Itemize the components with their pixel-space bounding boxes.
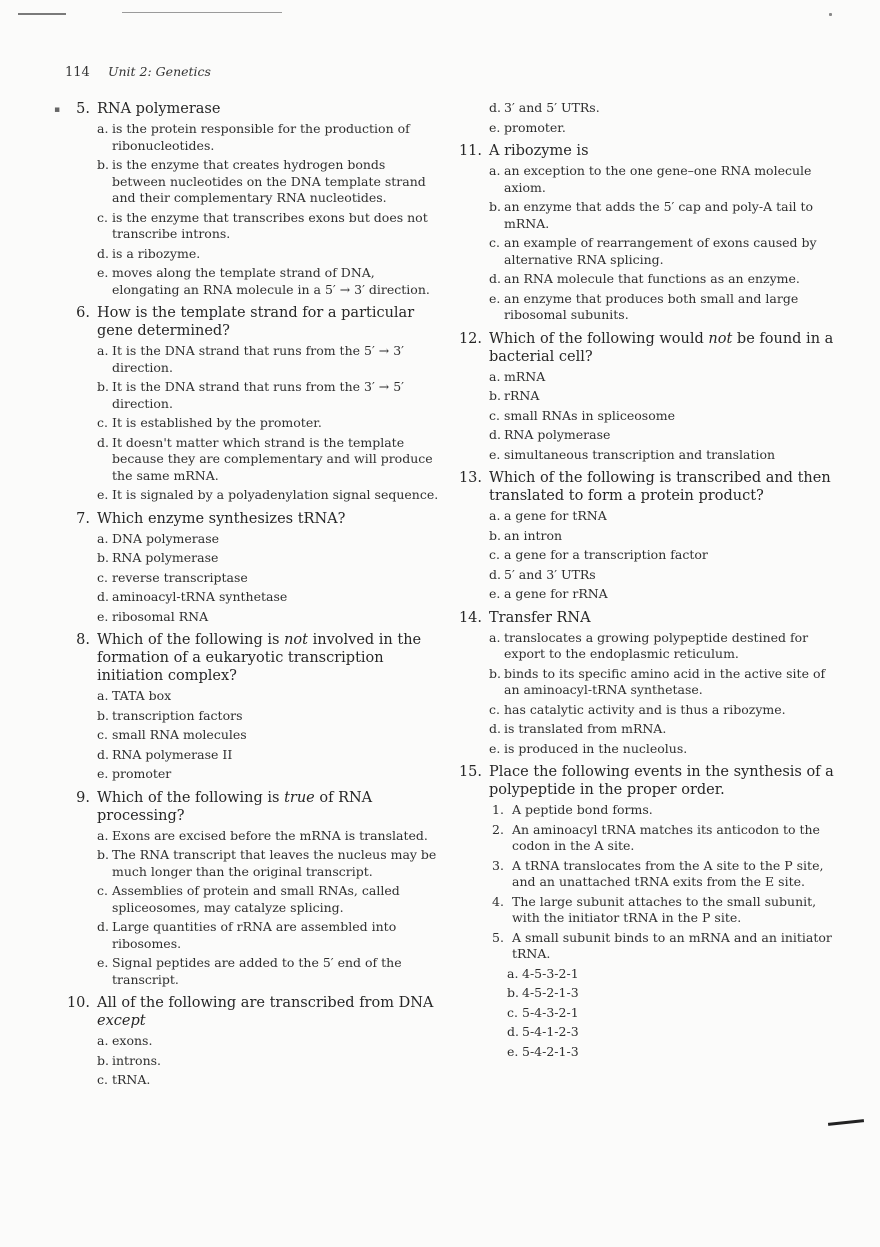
- step-number: 5.: [492, 929, 504, 945]
- option-text: moves along the template strand of DNA, elongating an RNA molecule in a 5′ → 3′ direction.: [112, 265, 430, 297]
- answer-option: [452, 427, 837, 444]
- option-letter: b.: [489, 388, 501, 403]
- answer-option: [452, 163, 837, 196]
- answer-option: [60, 487, 440, 504]
- question-10: [60, 994, 440, 1089]
- answer-option: [452, 369, 837, 386]
- step-number: 3.: [492, 857, 504, 873]
- unit-title: Unit 2: Genetics: [107, 64, 211, 79]
- option-letter: b.: [97, 550, 109, 565]
- option-letter: b.: [97, 1052, 109, 1068]
- option-text: tRNA.: [112, 1072, 151, 1087]
- option-letter: a.: [97, 827, 109, 843]
- question-text: [489, 331, 833, 365]
- option-text: an RNA molecule that functions as an enzyme.: [504, 271, 800, 286]
- answer-option: [452, 702, 837, 719]
- question-text: RNA polymerase: [97, 101, 221, 117]
- question-text: Which enzyme synthesizes tRNA?: [97, 510, 346, 527]
- option-letter: c.: [97, 1072, 108, 1087]
- option-letter: c.: [97, 209, 108, 225]
- option-text: mRNA: [504, 368, 546, 384]
- option-letter: a.: [489, 368, 501, 384]
- question-15: [452, 763, 837, 1060]
- option-text: Signal peptides are added to the 5′ end of the transcript.: [112, 955, 402, 987]
- question-text: How is the template strand for a particular gene determined?: [97, 305, 415, 339]
- option-text: The RNA transcript that leaves the nucleus may be much longer than the original transcript.: [112, 847, 437, 879]
- question-text: A ribozyme is: [489, 143, 589, 159]
- scan-artifact-dot: [829, 13, 832, 16]
- question-stem: [60, 304, 440, 340]
- option-text: small RNAs in spliceosome: [504, 407, 676, 423]
- continued-options: [452, 100, 837, 136]
- step-text: The large subunit attaches to the small subunit, with the initiator tRNA in the P site.: [512, 893, 817, 925]
- question-stem: [60, 510, 440, 528]
- answer-option: [60, 121, 440, 154]
- answer-option: [60, 265, 440, 298]
- answer-options: [452, 966, 837, 1061]
- answer-option: [60, 766, 440, 783]
- option-letter: d.: [97, 245, 109, 261]
- option-text: a gene for tRNA: [504, 508, 607, 523]
- option-letter: a.: [97, 530, 109, 546]
- question-text: [97, 995, 433, 1029]
- option-text: rRNA: [504, 388, 540, 403]
- option-letter: a.: [97, 1033, 109, 1048]
- answer-option: [452, 547, 837, 564]
- option-letter: e.: [97, 766, 109, 781]
- question-stem: [452, 469, 837, 505]
- answer-option: [60, 955, 440, 988]
- answer-options: [60, 688, 440, 783]
- option-text: TATA box: [112, 688, 172, 703]
- answer-option: [60, 1072, 440, 1089]
- question-number: 5.: [76, 101, 90, 117]
- option-text: is translated from mRNA.: [504, 721, 667, 736]
- answer-option: [470, 966, 837, 983]
- option-letter: d.: [489, 566, 501, 582]
- answer-option: [470, 1005, 837, 1022]
- option-text: promoter.: [504, 119, 566, 135]
- option-text: binds to its specific amino acid in the active site of an aminoacyl-tRNA synthetase.: [504, 665, 826, 697]
- option-text: 4-5-2-1-3: [522, 985, 579, 1000]
- option-text: Large quantities of rRNA are assembled into ribosomes.: [112, 919, 397, 951]
- option-text: 5-4-2-1-3: [522, 1043, 579, 1059]
- question-stem: [452, 330, 837, 366]
- answer-option: [60, 589, 440, 606]
- step-number: 1.: [492, 802, 504, 817]
- question-number: 14.: [458, 609, 482, 626]
- option-text: is the protein responsible for the production of ribonucleotides.: [112, 121, 410, 153]
- question-6: [60, 304, 440, 504]
- option-letter: b.: [97, 157, 109, 172]
- question-12: [452, 330, 837, 464]
- question-text: [97, 632, 421, 684]
- answer-option: [60, 1033, 440, 1050]
- answer-option: [60, 883, 440, 916]
- answer-options: [452, 163, 837, 324]
- option-text: aminoacyl-tRNA synthetase: [112, 589, 288, 604]
- question-text: Place the following events in the synthesis of a polypeptide in the proper order.: [489, 764, 834, 798]
- option-letter: c.: [489, 407, 500, 423]
- question-number: 13.: [458, 470, 482, 486]
- option-letter: c.: [489, 547, 500, 562]
- answer-options: [452, 508, 837, 603]
- option-letter: c.: [97, 727, 108, 742]
- option-letter: d.: [97, 434, 109, 450]
- answer-options: [60, 343, 440, 504]
- question-stem: [452, 142, 837, 160]
- answer-option: [60, 379, 440, 412]
- question-7: [60, 510, 440, 626]
- step-text: An aminoacyl tRNA matches its anticodon to the codon in the A site.: [512, 821, 820, 853]
- answer-options: [452, 369, 837, 464]
- option-letter: e.: [97, 608, 109, 624]
- scan-artifact-edge-mark: [828, 1119, 864, 1126]
- option-letter: d.: [489, 271, 501, 286]
- question-number: 10.: [66, 995, 90, 1011]
- stem-emphasis: except: [97, 1013, 146, 1029]
- option-text: an enzyme that adds the 5′ cap and poly-A tail to mRNA.: [504, 199, 814, 231]
- question-8: [60, 631, 440, 783]
- option-text: 5′ and 3′ UTRs: [504, 566, 596, 582]
- answer-option: [60, 246, 440, 263]
- step-text: A peptide bond forms.: [512, 802, 653, 817]
- option-text: DNA polymerase: [112, 530, 220, 546]
- question-text: Which of the following is transcribed and then translated to form a protein product?: [489, 470, 831, 504]
- answer-option: [452, 741, 837, 758]
- answer-option: [60, 828, 440, 845]
- option-text: is the enzyme that creates hydrogen bonds between nucleotides on the DNA template strand and their complementary RNA nucleotides.: [112, 157, 426, 205]
- question-number: 9.: [76, 789, 90, 806]
- option-letter: e.: [507, 1043, 519, 1059]
- answer-option: [452, 199, 837, 232]
- question-13: [452, 469, 837, 603]
- question-number: 15.: [458, 764, 482, 780]
- stem-emphasis: not: [708, 330, 733, 347]
- option-text: simultaneous transcription and translation: [504, 446, 776, 462]
- option-text: a gene for rRNA: [504, 586, 608, 601]
- option-text: 5-4-3-2-1: [522, 1004, 579, 1020]
- option-text: translocates a growing polypeptide destined for export to the endoplasmic reticulum.: [504, 629, 809, 661]
- option-letter: e.: [97, 265, 109, 280]
- event-step: [452, 802, 837, 819]
- answer-option: [60, 727, 440, 744]
- answer-option: [60, 847, 440, 880]
- option-text: exons.: [112, 1033, 153, 1048]
- option-letter: d.: [97, 919, 109, 934]
- stem-text: be found in a bacterial cell?: [489, 330, 834, 365]
- answer-option: [452, 388, 837, 405]
- option-text: reverse transcriptase: [112, 569, 248, 585]
- option-text: It is signaled by a polyadenylation signal sequence.: [112, 487, 439, 502]
- event-steps: [452, 802, 837, 963]
- option-letter: b.: [97, 707, 109, 723]
- option-text: transcription factors: [112, 707, 243, 723]
- option-letter: a.: [507, 965, 519, 981]
- question-number: 6.: [76, 305, 90, 321]
- option-letter: a.: [489, 508, 501, 523]
- option-text: an example of rearrangement of exons caused by alternative RNA splicing.: [504, 235, 817, 267]
- option-text: is the enzyme that transcribes exons but does not transcribe introns.: [112, 209, 428, 241]
- answer-options: [60, 531, 440, 626]
- option-text: introns.: [112, 1052, 162, 1068]
- event-step: [452, 930, 837, 963]
- option-text: a gene for a transcription factor: [504, 547, 708, 562]
- event-step: [452, 894, 837, 927]
- option-letter: e.: [489, 446, 501, 462]
- option-text: It is the DNA strand that runs from the 3′ → 5′ direction.: [112, 379, 405, 411]
- answer-option: [452, 271, 837, 288]
- option-text: is produced in the nucleolus.: [504, 740, 688, 756]
- option-letter: b.: [489, 527, 501, 543]
- answer-option: [452, 100, 837, 117]
- answer-option: [470, 1044, 837, 1061]
- answer-option: [452, 120, 837, 137]
- question-number: 11.: [458, 143, 482, 159]
- step-text: A tRNA translocates from the A site to the P site, and an unattached tRNA exits from the E site.: [512, 857, 824, 889]
- stem-emphasis: true: [284, 789, 315, 806]
- option-letter: d.: [507, 1024, 519, 1039]
- option-letter: b.: [97, 379, 109, 394]
- option-text: an enzyme that produces both small and large ribosomal subunits.: [504, 290, 799, 322]
- answer-option: [60, 531, 440, 548]
- option-letter: c.: [97, 415, 108, 430]
- answer-option: [60, 919, 440, 952]
- answer-option: [60, 708, 440, 725]
- option-letter: d.: [489, 721, 501, 736]
- answer-options: [60, 1033, 440, 1089]
- scan-artifact-line: [18, 13, 66, 15]
- option-text: 3′ and 5′ UTRs.: [504, 100, 600, 115]
- answer-option: [452, 235, 837, 268]
- option-letter: e.: [489, 290, 501, 306]
- option-letter: d.: [97, 746, 109, 762]
- option-text: an exception to the one gene–one RNA molecule axiom.: [504, 163, 812, 195]
- question-text: Transfer RNA: [489, 609, 591, 626]
- option-text: an intron: [504, 527, 563, 543]
- answer-option: [60, 343, 440, 376]
- option-text: It is the DNA strand that runs from the 5′ → 3′ direction.: [112, 343, 405, 375]
- answer-option: [452, 586, 837, 603]
- option-letter: b.: [489, 665, 501, 681]
- stem-text: Which of the following would: [489, 330, 709, 347]
- event-step: [452, 858, 837, 891]
- left-column: [54, 100, 440, 1095]
- option-letter: d.: [489, 427, 501, 442]
- question-stem: [60, 994, 440, 1030]
- question-stem: [60, 631, 440, 685]
- option-text: ribosomal RNA: [112, 608, 209, 624]
- answer-option: [452, 447, 837, 464]
- step-text: A small subunit binds to an mRNA and an initiator tRNA.: [512, 929, 832, 961]
- option-letter: c.: [489, 701, 500, 717]
- page-number: 114: [65, 65, 90, 80]
- answer-options: [452, 630, 837, 758]
- option-letter: e.: [489, 586, 501, 601]
- option-text: It doesn't matter which strand is the template because they are complementary and will produce the same mRNA.: [112, 434, 433, 483]
- option-letter: c.: [489, 235, 500, 250]
- option-letter: d.: [97, 589, 109, 604]
- question-11: [452, 142, 837, 324]
- step-number: 4.: [492, 893, 504, 909]
- option-letter: c.: [507, 1004, 518, 1020]
- bullet-mark: ▪: [54, 105, 61, 115]
- option-letter: e.: [489, 119, 501, 135]
- option-letter: e.: [97, 487, 109, 502]
- option-letter: a.: [97, 121, 109, 136]
- question-stem: [60, 789, 440, 825]
- answer-option: [60, 157, 440, 207]
- option-text: RNA polymerase II: [112, 746, 233, 762]
- option-letter: b.: [489, 199, 501, 214]
- stem-text: All of the following are transcribed from DNA: [97, 995, 434, 1011]
- answer-option: [452, 666, 837, 699]
- question-stem: [452, 763, 837, 799]
- option-text: Assemblies of protein and small RNAs, called spliceosomes, may catalyze splicing.: [112, 883, 400, 915]
- option-letter: a.: [489, 163, 501, 178]
- stem-text: Which of the following is: [97, 789, 285, 806]
- answer-option: [60, 435, 440, 485]
- option-letter: b.: [507, 985, 519, 1000]
- option-letter: e.: [489, 740, 501, 756]
- answer-option: [60, 415, 440, 432]
- question-text: [97, 790, 372, 824]
- answer-option: [452, 567, 837, 584]
- option-text: RNA polymerase: [504, 427, 611, 442]
- answer-option: [60, 550, 440, 567]
- option-text: Exons are excised before the mRNA is translated.: [112, 827, 428, 843]
- question-9: [60, 789, 440, 989]
- right-column: [452, 100, 837, 1066]
- question-14: [452, 609, 837, 758]
- answer-option: [470, 985, 837, 1002]
- option-text: It is established by the promoter.: [112, 415, 322, 430]
- option-letter: b.: [97, 847, 109, 862]
- stem-text: involved in the formation of a eukaryotic transcription initiation complex?: [97, 632, 422, 684]
- option-letter: d.: [489, 100, 501, 115]
- answer-option: [60, 609, 440, 626]
- event-step: [452, 822, 837, 855]
- answer-option: [60, 570, 440, 587]
- answer-option: [452, 291, 837, 324]
- option-letter: a.: [97, 343, 109, 358]
- option-text: 4-5-3-2-1: [522, 965, 579, 981]
- scan-artifact-line: [122, 12, 282, 13]
- answer-option: [452, 408, 837, 425]
- step-number: 2.: [492, 821, 504, 837]
- page-header: [65, 64, 211, 80]
- answer-option: [452, 630, 837, 663]
- answer-options: [60, 828, 440, 989]
- option-text: is a ribozyme.: [112, 245, 201, 261]
- question-number: 8.: [76, 632, 90, 648]
- answer-options: [60, 121, 440, 298]
- option-text: 5-4-1-2-3: [522, 1024, 579, 1039]
- question-number: 7.: [76, 510, 90, 527]
- option-text: promoter: [112, 766, 172, 781]
- answer-option: [452, 528, 837, 545]
- question-stem: [452, 609, 837, 627]
- stem-emphasis: not: [284, 632, 308, 648]
- answer-option: [452, 721, 837, 738]
- question-stem: [54, 100, 440, 118]
- option-text: small RNA molecules: [112, 727, 247, 742]
- answer-option: [60, 1053, 440, 1070]
- option-letter: c.: [97, 883, 108, 898]
- question-number: 12.: [458, 330, 482, 347]
- answer-option: [60, 210, 440, 243]
- option-letter: a.: [489, 629, 501, 645]
- option-text: RNA polymerase: [112, 550, 219, 565]
- stem-text: of RNA processing?: [97, 789, 373, 824]
- option-letter: c.: [97, 569, 108, 585]
- answer-option: [60, 688, 440, 705]
- stem-text: Which of the following is: [97, 632, 285, 648]
- question-5: [54, 100, 440, 298]
- answer-option: [452, 508, 837, 525]
- option-letter: e.: [97, 955, 109, 970]
- answer-option: [60, 747, 440, 764]
- option-letter: a.: [97, 688, 109, 703]
- option-text: has catalytic activity and is thus a ribozyme.: [504, 701, 786, 717]
- answer-option: [470, 1024, 837, 1041]
